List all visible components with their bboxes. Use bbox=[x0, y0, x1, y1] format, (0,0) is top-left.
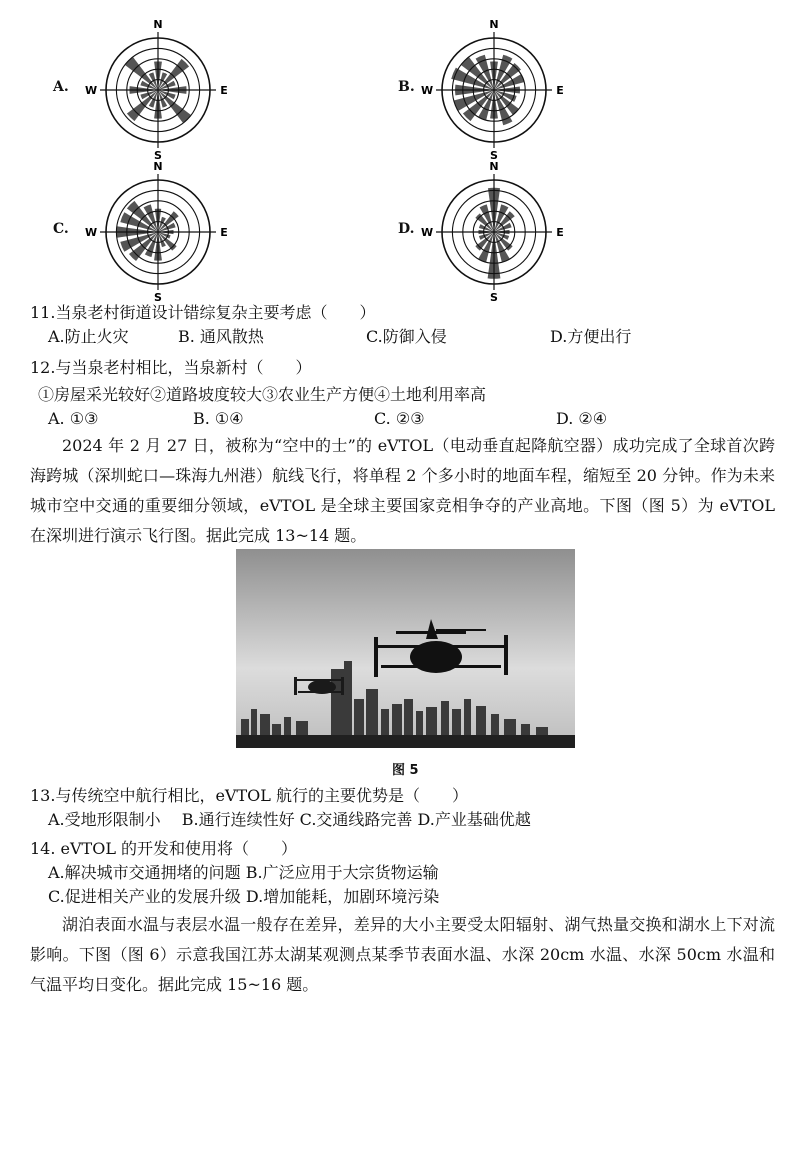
rose-dir-e: E bbox=[220, 84, 228, 97]
wind-rose-svg bbox=[84, 18, 228, 162]
q14-options-line1: A.解决城市交通拥堵的问题 B.广泛应用于大宗货物运输 bbox=[48, 863, 439, 882]
q11-stem: 11.当泉老村街道设计错综复杂主要考虑（ ） bbox=[30, 303, 376, 322]
rose-a-label: A. bbox=[53, 79, 69, 95]
rose-dir-w: W bbox=[420, 84, 434, 97]
wind-rose-c bbox=[84, 160, 228, 304]
rose-dir-s: S bbox=[490, 291, 498, 304]
q12-option-a: A. ①③ bbox=[48, 409, 99, 428]
passage-taihu: 湖泊表面水温与表层水温一般存在差异，差异的大小主要受太阳辐射、湖气热量交换和湖水上下对流影响。下图（图 6）示意我国江苏太湖某观测点某季节表面水温、水深 20cm 水温、水深 50cm 水温和气温平均日变化。据此完成 15~16 题。 bbox=[30, 915, 775, 994]
rose-c-label: C. bbox=[53, 221, 69, 237]
q14-options-line2: C.促进相关产业的发展升级 D.增加能耗，加剧环境污染 bbox=[48, 887, 440, 906]
rose-dir-s: S bbox=[490, 149, 498, 162]
rose-dir-w: W bbox=[84, 226, 98, 239]
rose-dir-e: E bbox=[220, 226, 228, 239]
rose-dir-s: S bbox=[154, 149, 162, 162]
q11-option-a: A.防止火灾 bbox=[48, 327, 129, 346]
q13-options: A.受地形限制小 B.通行连续性好 C.交通线路完善 D.产业基础优越 bbox=[48, 810, 531, 829]
rose-dir-n: N bbox=[489, 160, 499, 173]
wind-rose-b bbox=[420, 18, 564, 162]
rose-dir-n: N bbox=[153, 18, 163, 31]
q12-option-b: B. ①④ bbox=[193, 409, 244, 428]
q12-option-d: D. ②④ bbox=[556, 409, 608, 428]
rose-dir-e: E bbox=[556, 226, 564, 239]
q11-option-d: D.方便出行 bbox=[550, 327, 632, 346]
q11-option-b: B. 通风散热 bbox=[178, 327, 264, 346]
rose-d-label: D. bbox=[398, 221, 415, 237]
wind-rose-d bbox=[420, 160, 564, 304]
rose-dir-n: N bbox=[489, 18, 499, 31]
q11-option-c: C.防御入侵 bbox=[366, 327, 447, 346]
wind-rose-svg bbox=[420, 18, 564, 162]
q12-stem: 12.与当泉老村相比，当泉新村（ ） bbox=[30, 358, 312, 377]
q13-stem: 13.与传统空中航行相比，eVTOL 航行的主要优势是（ ） bbox=[30, 786, 468, 805]
rose-b-label: B. bbox=[398, 79, 415, 95]
wind-rose-svg bbox=[84, 160, 228, 304]
figure-caption: 图 5 bbox=[392, 763, 419, 778]
rose-dir-e: E bbox=[556, 84, 564, 97]
q14-stem: 14. eVTOL 的开发和使用将（ ） bbox=[30, 839, 298, 858]
rose-dir-n: N bbox=[153, 160, 163, 173]
rose-dir-s: S bbox=[154, 291, 162, 304]
passage-evtol: 2024 年 2 月 27 日，被称为“空中的士”的 eVTOL（电动垂直起降航空器）成功完成了全球首次跨海跨城（深圳蛇口—珠海九州港）航线飞行，将单程 2 个多小时的地面车程，缩短至 20 分钟。作为未来城市空中交通的重要细分领域，eVTOL 是全球主要国家竞相争夺的产业高地。下图（图 5）为 eVTOL 在深圳进行演示飞行图。据此完成 13~14 题。 bbox=[30, 436, 775, 545]
rose-dir-w: W bbox=[420, 226, 434, 239]
q12-option-c: C. ②③ bbox=[374, 409, 425, 428]
evtol-photo bbox=[236, 549, 575, 748]
wind-rose-a bbox=[84, 18, 228, 162]
wind-rose-svg bbox=[420, 160, 564, 304]
q12-items: ①房屋采光较好②道路坡度较大③农业生产方便④土地利用率高 bbox=[38, 385, 487, 404]
rose-dir-w: W bbox=[84, 84, 98, 97]
